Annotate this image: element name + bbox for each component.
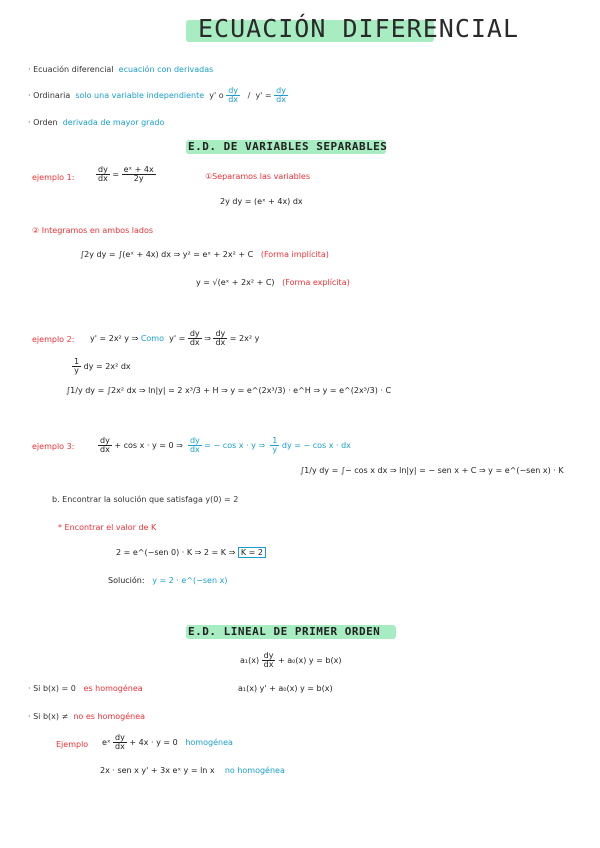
lineal-frac: $\frac{dy}{dx}$	[263, 651, 274, 669]
def-ordinaria-desc: solo una variable independiente	[75, 91, 205, 100]
lineal-ejemplo-label: Ejemplo	[56, 740, 89, 749]
def-ecuacion-term: Ecuación diferencial	[33, 65, 114, 74]
ej3-c: * Encontrar el valor de K	[58, 523, 157, 532]
ej2-step2	[72, 358, 131, 375]
ej1-integral	[80, 250, 329, 259]
lineal-general-eq	[240, 652, 341, 669]
ej1-step1: ①Separamos las variables	[205, 172, 311, 181]
ej3-frac1: $\frac{dy}{dx}$	[100, 436, 110, 454]
lineal-si1-desc: es homogénea	[83, 684, 143, 693]
lineal-ej1-desc: homogénea	[185, 738, 233, 747]
ej1-explicita: (Forma explícita)	[282, 278, 350, 287]
ej1-explicit	[196, 278, 350, 287]
ej2-frac1: $\frac{dy}{dx}$	[189, 329, 200, 347]
ej1-equation	[96, 166, 156, 183]
ej3-integral: ∫1/y dy = ∫− cos x dx ⇒ ln|y| = − sen x + C ⇒ y = e^(−sen x) · K	[300, 466, 564, 475]
ej2-step3: ∫1/y dy = ∫2x² dx ⇒ ln|y| = 2 x³/3 + H ⇒ y = e^(2x³/3) · e^H ⇒ y = e^(2x³/3) · C	[66, 386, 392, 395]
def-ordinaria-slash: /	[247, 91, 251, 100]
ej3-eq3: dy = − cos x · dx	[281, 441, 351, 450]
ej3-k-box: K = 2	[238, 547, 266, 558]
ej2-step2-rest: dy = 2x² dx	[83, 362, 131, 371]
ej1-explicit-eq: y = √(eˣ + 2x² + C)	[196, 278, 275, 287]
lineal-ej2-eq: 2x · sen x y' + 3x eˣ y = ln x	[100, 766, 215, 775]
ej3-frac-1y: $\frac{1}{y}$	[272, 436, 278, 454]
lineal-ej1-a: eˣ	[102, 738, 111, 747]
ej3-k-eq: 2 = e^(−sen 0) · K ⇒ 2 = K ⇒	[116, 548, 236, 557]
ej2-eq3: ⇒	[204, 334, 211, 343]
ej3-equation	[98, 437, 351, 454]
def-orden-term: Orden	[33, 118, 58, 127]
lineal-ej2-desc: no homogénea	[224, 766, 285, 775]
ej1-implicita: (Forma implícita)	[260, 250, 329, 259]
lineal-eq2: a₁(x) y' + a₀(x) y = b(x)	[238, 684, 333, 693]
def-ordinaria-y2: y' =	[255, 91, 272, 100]
ej1-eq-sign: =	[112, 170, 120, 179]
def-ordinaria-y1: y' o	[209, 91, 224, 100]
ej3-b: b. Encontrar la solución que satisfaga y(0) = 2	[52, 495, 239, 504]
def-orden: · Orden derivada de mayor grado	[28, 118, 165, 127]
ej3-label: ejemplo 3:	[32, 442, 75, 451]
lineal-eq-b: + a₀(x) y = b(x)	[278, 656, 342, 665]
def-ordinaria-term: Ordinaria	[33, 91, 71, 100]
ej3-eq2: = − cos x · y ⇒	[204, 441, 266, 450]
lineal-si2-cond: Si b(x) ≠	[33, 712, 69, 721]
ej1-step2: ② Integramos en ambos lados	[32, 226, 154, 235]
page-title: ECUACIÓN DIFERENCIAL	[198, 14, 520, 43]
def-ecuacion: · Ecuación diferencial ecuación con derivadas	[28, 65, 214, 74]
ej1-label: ejemplo 1:	[32, 173, 75, 182]
lineal-si1-cond: Si b(x) = 0	[33, 684, 76, 693]
ej3-k	[116, 548, 266, 557]
def-ecuacion-desc: ecuación con derivadas	[118, 65, 214, 74]
ej2-eq2: y' =	[169, 334, 186, 343]
ej2-equation	[90, 330, 259, 347]
ej1-frac-rhs: $\frac{\text{eˣ + 4x}}{2y}$	[123, 165, 154, 183]
ej1-frac-dydx: $\frac{dy}{dx}$	[98, 165, 108, 183]
lineal-ej1	[102, 734, 233, 751]
lineal-ej1-frac: $\frac{dy}{dx}$	[115, 733, 125, 751]
ej2-frac-1y: $\frac{1}{y}$	[74, 357, 80, 375]
def-ordinaria-frac1: $\frac{dy}{dx}$	[228, 86, 238, 104]
ej1-integral-eq: ∫2y dy = ∫(eˣ + 4x) dx ⇒ y² = eˣ + 2x² + C	[80, 250, 254, 259]
ej3-frac2: $\frac{dy}{dx}$	[189, 436, 200, 454]
def-orden-desc: derivada de mayor grado	[62, 118, 165, 127]
lineal-si2-desc: no es homogénea	[73, 712, 146, 721]
lineal-si2: · Si b(x) ≠ no es homogénea	[28, 712, 146, 721]
lineal-eq-a: a₁(x)	[240, 656, 260, 665]
lineal-ej2	[100, 766, 285, 775]
def-ordinaria-frac2: $\frac{dy}{dx}$	[276, 86, 286, 104]
ej3-eq1: + cos x · y = 0 ⇒	[114, 441, 183, 450]
ej2-eq4: = 2x² y	[229, 334, 260, 343]
ej2-eq1: y' = 2x² y ⇒	[90, 334, 139, 343]
ej3-solution-label: Solución:	[108, 576, 145, 585]
ej2-como: Como	[140, 334, 164, 343]
ej2-label: ejemplo 2:	[32, 335, 75, 344]
def-ordinaria: · Ordinaria solo una variable independiente y' o $\frac{dy}{dx}$ / y' = $\frac{dy}{dx}$	[28, 86, 286, 104]
section1-title: E.D. DE VARIABLES SEPARABLES	[188, 140, 388, 153]
ej3-solution-eq: y = 2 · e^(−sen x)	[152, 576, 228, 585]
ej2-frac2: $\frac{dy}{dx}$	[215, 329, 226, 347]
ej1-separated: 2y dy = (eˣ + 4x) dx	[220, 197, 303, 206]
lineal-ej1-b: + 4x · y = 0	[129, 738, 178, 747]
ej3-solution	[108, 576, 227, 585]
lineal-si1: · Si b(x) = 0 es homogénea	[28, 684, 143, 693]
section2-title: E.D. LINEAL DE PRIMER ORDEN	[188, 625, 381, 638]
